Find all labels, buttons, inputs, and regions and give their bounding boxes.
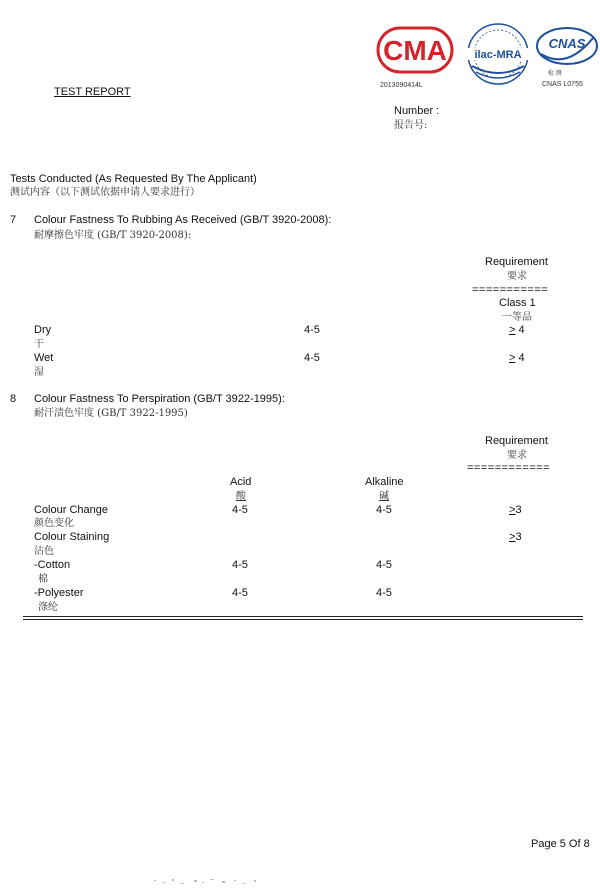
section7-row-label: Wet — [34, 352, 54, 364]
section8-row-label: -Cotton — [34, 559, 71, 571]
section8-row-acid-value: 4-5 — [232, 559, 248, 571]
scan-noise — [150, 874, 280, 888]
cnas-logo — [535, 24, 599, 68]
gte-symbol: > — [509, 324, 516, 336]
section8-row-alkaline-value: 4-5 — [376, 504, 392, 516]
section8-requirement-label-cn: 要求 — [507, 450, 527, 461]
tests-conducted-label-cn: 测试内容（以下测试依据申请人要求进行） — [10, 187, 200, 198]
section7-requirement-label-cn: 要求 — [507, 271, 527, 282]
table-end-rule-bottom — [23, 619, 583, 620]
section8-requirement-label: Requirement — [485, 435, 548, 447]
section7-divider: =========== — [472, 284, 549, 296]
section7-number: 7 — [10, 214, 17, 226]
column-alkaline-header-cn: 碱 — [379, 491, 389, 502]
section8-row-label-cn: 沾色 — [34, 546, 54, 557]
section7-row-label-cn: 湿 — [34, 367, 44, 378]
requirement-value: 3 — [515, 531, 522, 543]
ilac-mra-logo — [462, 20, 534, 88]
cnas-sub-label: 检 测 — [548, 71, 562, 77]
section8-row-alkaline-value: 4-5 — [376, 559, 392, 571]
cma-code: 2013090414L — [380, 82, 423, 89]
section7-row-label-cn: 干 — [34, 339, 44, 350]
section7-title-cn: 耐摩擦色牢度 (GB/T 3920-2008): — [34, 230, 192, 241]
report-number-label: Number : — [394, 105, 440, 117]
table-end-rule-top — [23, 616, 583, 617]
section8-row-label-cn: 涤纶 — [38, 602, 58, 613]
ilac-mra-logo-text: ilac-MRA — [474, 49, 522, 61]
section8-title: Colour Fastness To Perspiration (GB/T 3922-1995): — [34, 393, 285, 405]
section8-row-label-cn: 颜色变化 — [34, 518, 74, 529]
column-acid-header: Acid — [230, 476, 252, 488]
section8-row-label: Colour Change — [34, 504, 108, 516]
section7-requirement-label: Requirement — [485, 256, 548, 268]
cnas-code: CNAS L0755 — [542, 81, 583, 88]
section7-title: Colour Fastness To Rubbing As Received (GB/T 3920-2008): — [34, 214, 332, 226]
section7-row-value: 4-5 — [304, 324, 320, 336]
section8-title-cn: 耐汗渍色牢度 (GB/T 3922-1995) — [34, 408, 188, 419]
column-acid-header-cn: 酸 — [236, 491, 246, 502]
gte-symbol: > — [509, 531, 516, 543]
section8-row-requirement — [509, 504, 522, 517]
section8-row-alkaline-value: 4-5 — [376, 587, 392, 599]
section7-row-label: Dry — [34, 324, 52, 336]
cma-logo — [376, 24, 454, 76]
gte-symbol: > — [509, 352, 516, 364]
section8-row-label: Colour Staining — [34, 531, 110, 543]
report-number-label-cn: 报告号: — [394, 120, 428, 131]
cnas-logo-text: CNAS — [548, 36, 586, 51]
tests-conducted-label: Tests Conducted (As Requested By The Applicant) — [10, 173, 257, 185]
section7-class-label: Class 1 — [499, 297, 536, 309]
cma-logo-text: CMA — [383, 35, 447, 66]
page-number: Page 5 Of 8 — [531, 838, 590, 850]
section7-row-requirement — [509, 352, 525, 365]
section7-row-requirement — [509, 324, 525, 337]
column-alkaline-header: Alkaline — [365, 476, 404, 488]
section8-row-acid-value: 4-5 — [232, 587, 248, 599]
section7-class-label-cn: 一等品 — [502, 312, 532, 323]
report-title: TEST REPORT — [54, 86, 131, 98]
gte-symbol: > — [509, 504, 516, 516]
section8-divider: ============ — [467, 462, 551, 474]
section7-row-value: 4-5 — [304, 352, 320, 364]
section8-row-acid-value: 4-5 — [232, 504, 248, 516]
requirement-value: 4 — [515, 352, 525, 364]
requirement-value: 4 — [515, 324, 525, 336]
section8-row-label-cn: 棉 — [38, 574, 48, 585]
requirement-value: 3 — [515, 504, 522, 516]
section8-row-label: -Polyester — [34, 587, 84, 599]
section8-row-requirement — [509, 531, 522, 544]
section8-number: 8 — [10, 393, 17, 405]
